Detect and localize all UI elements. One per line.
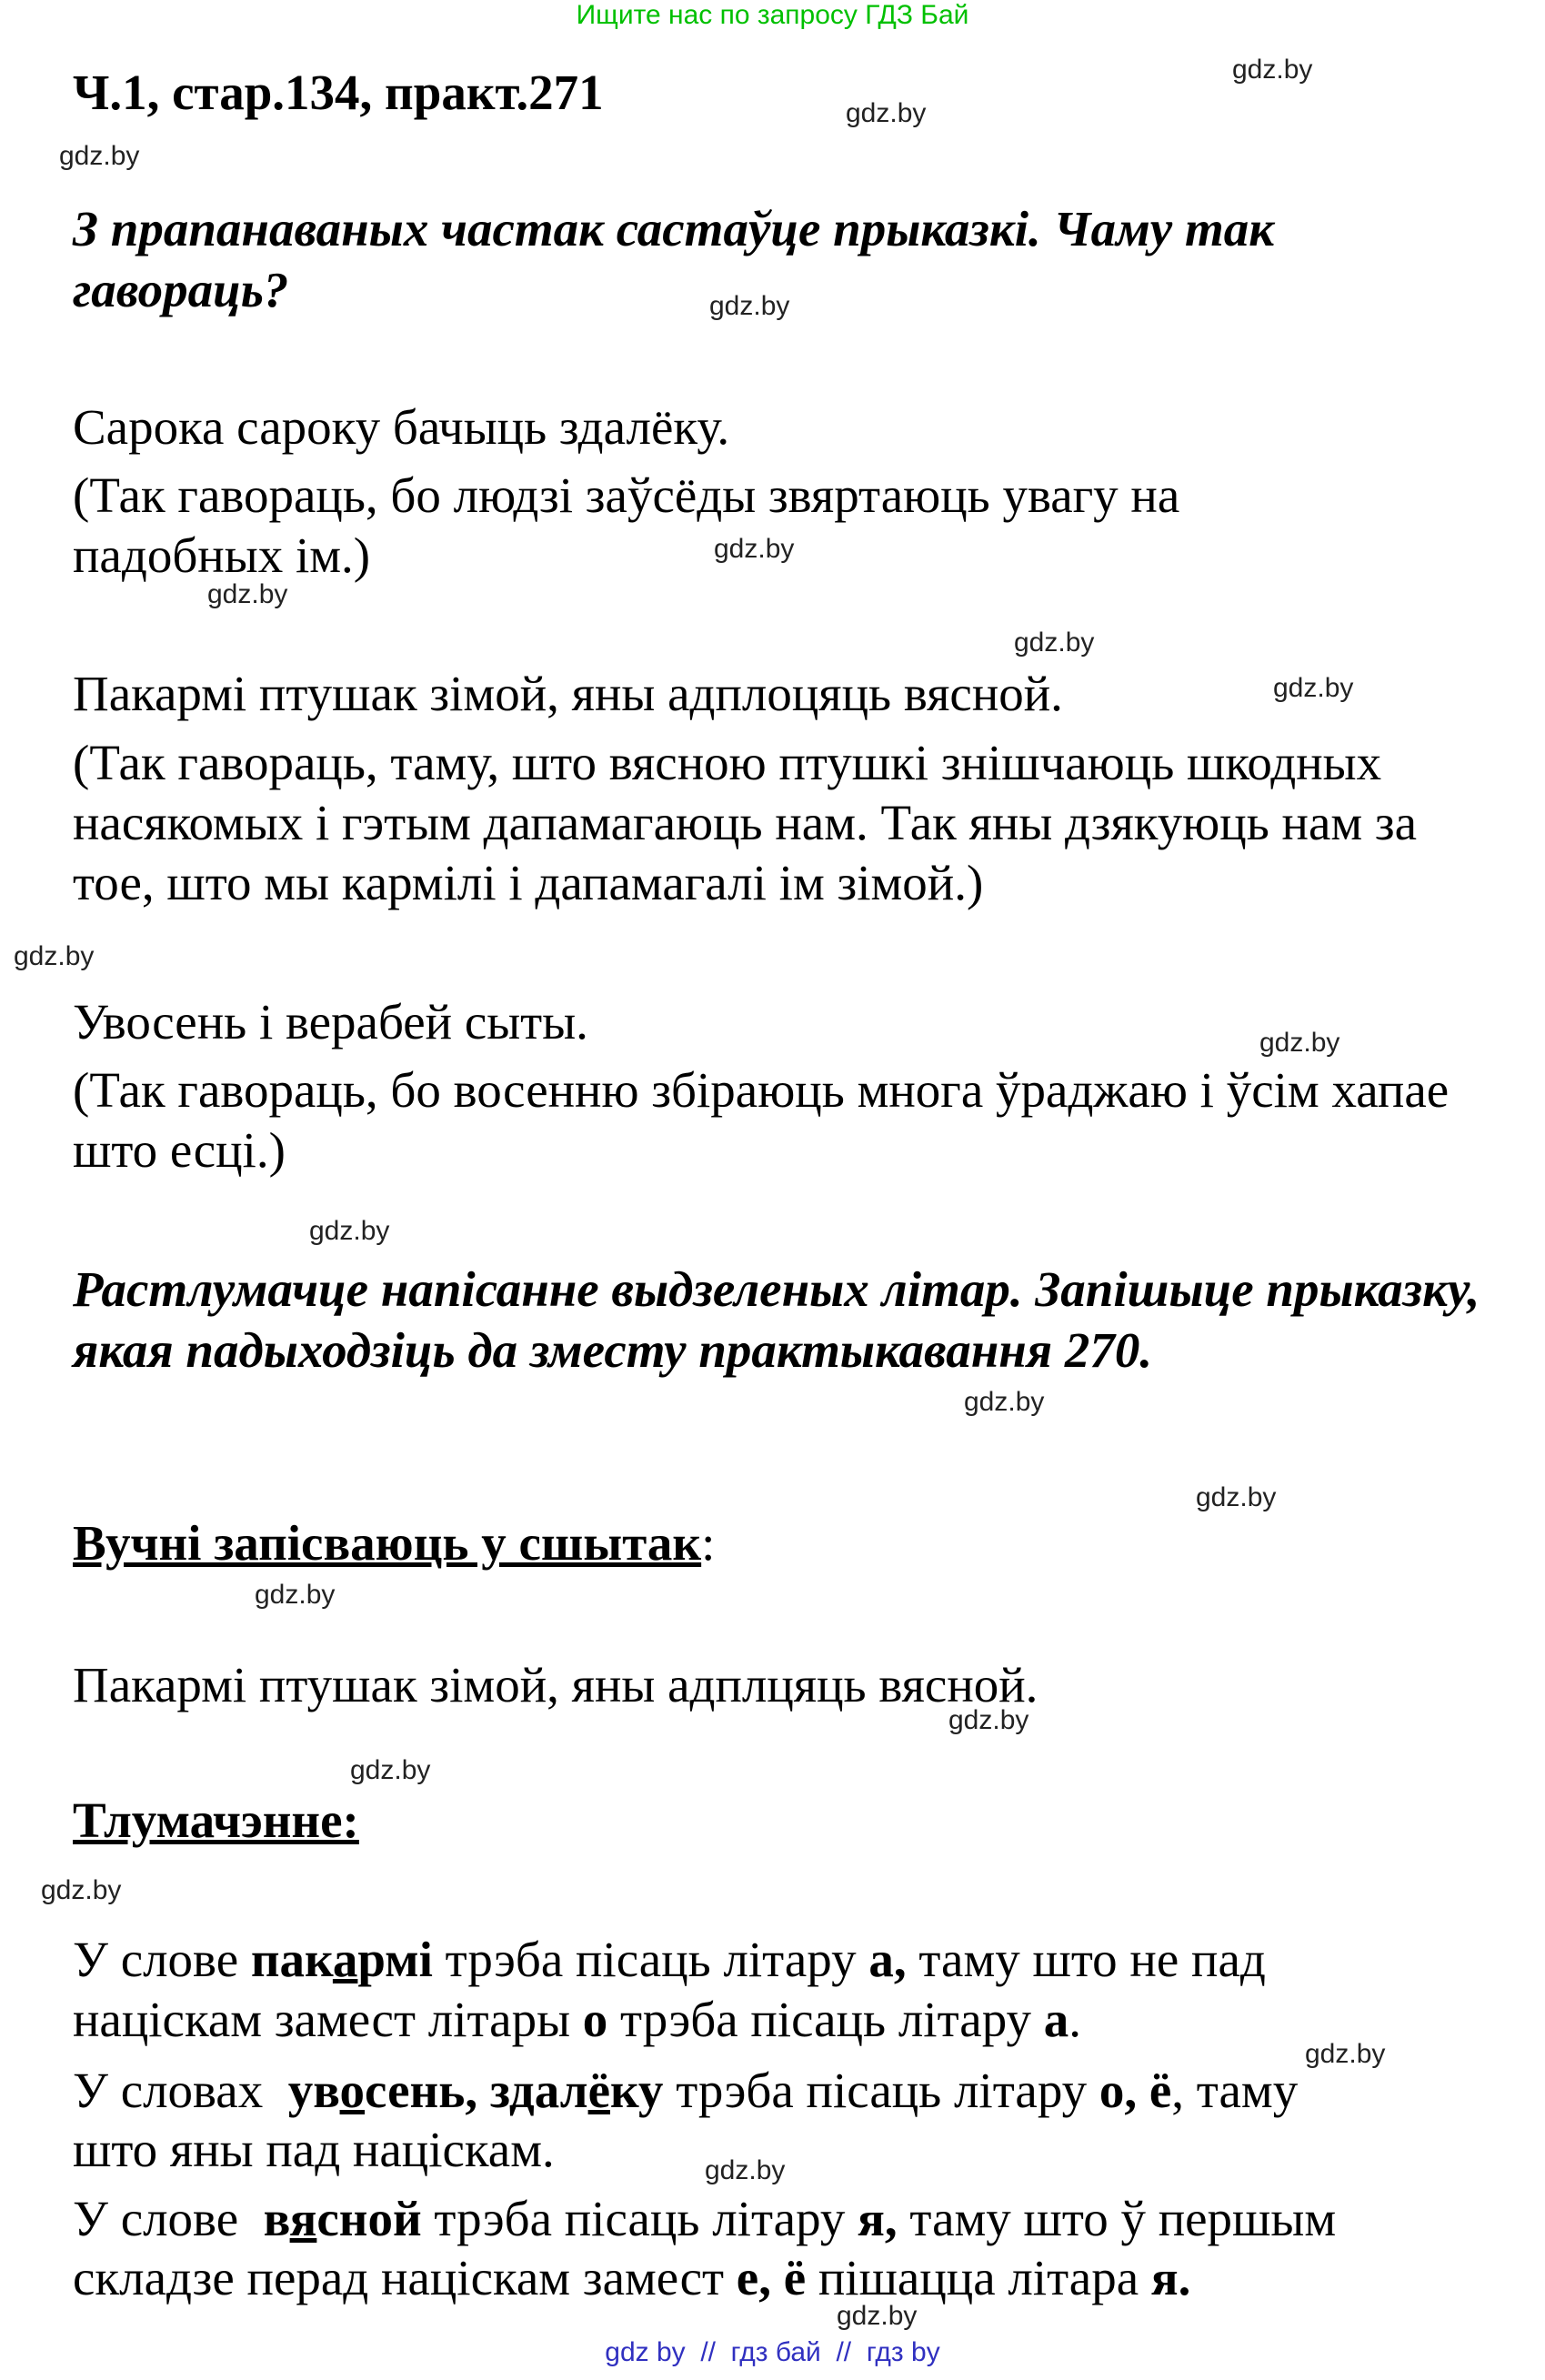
watermark: gdz.by bbox=[350, 1755, 431, 1785]
watermark: gdz.by bbox=[1273, 673, 1354, 703]
students-write-heading bbox=[73, 1514, 715, 1572]
text-segment: складзе перад націскам замест bbox=[73, 2250, 737, 2305]
proverb-3-explanation: (Так гавораць, бо восенню збіраюць многа ўраджаю і ўсім хапае што есці.) bbox=[73, 1062, 1450, 1178]
explanation-line-6 bbox=[73, 2248, 1190, 2308]
watermark: gdz.by bbox=[709, 291, 790, 321]
explanation-line-5 bbox=[73, 2189, 1336, 2249]
letter-ya: я. bbox=[1150, 2250, 1191, 2305]
letter-ya: я, bbox=[858, 2191, 898, 2246]
watermark: gdz.by bbox=[1232, 55, 1313, 85]
word-vyasnoy: вясной bbox=[263, 2191, 422, 2246]
watermark: gdz.by bbox=[59, 141, 140, 171]
text-segment: таму што ў першым bbox=[897, 2191, 1337, 2246]
text-segment: У слове bbox=[73, 2191, 264, 2246]
watermark: gdz.by bbox=[1259, 1028, 1340, 1058]
watermark: gdz.by bbox=[948, 1705, 1029, 1735]
letter-a: а, bbox=[868, 1932, 907, 1987]
watermark: gdz.by bbox=[1196, 1482, 1277, 1512]
watermark: gdz.by bbox=[41, 1875, 122, 1905]
written-proverb: Пакармі птушак зімой, яны адплцяць вясной. bbox=[73, 1657, 1038, 1712]
watermark: gdz.by bbox=[255, 1580, 336, 1610]
text-segment: пішацца літара bbox=[806, 2250, 1151, 2305]
watermark: gdz.by bbox=[207, 579, 288, 609]
text-segment: таму што не пад bbox=[906, 1932, 1266, 1987]
letter-o: о bbox=[582, 1992, 608, 2047]
students-write-colon: : bbox=[701, 1515, 716, 1571]
text-segment: трэба пісаць літару bbox=[432, 1932, 869, 1987]
word-pakarmi: пакармі bbox=[250, 1932, 433, 1987]
watermark: gdz.by bbox=[309, 1216, 390, 1246]
students-write-label: Вучні запісваюць у сшытак bbox=[73, 1515, 702, 1571]
proverb-1-explanation: (Так гавораць, бо людзі заўсёды звяртаюць увагу на падобных ім.) bbox=[73, 467, 1180, 583]
text-segment: трэба пісаць літару bbox=[421, 2191, 858, 2246]
letter-a: а bbox=[1043, 1992, 1069, 2047]
text-segment: , таму bbox=[1171, 2063, 1299, 2118]
text-segment: У слове bbox=[73, 1932, 251, 1987]
proverb-3: Увосень і верабей сыты. bbox=[73, 994, 588, 1049]
watermark: gdz.by bbox=[14, 941, 95, 971]
watermark: gdz.by bbox=[1305, 2039, 1386, 2069]
proverb-2-explanation: (Так гавораць, таму, што вясною птушкі знішчаюць шкодных насякомых і гэтым дапамагаюць нам. Так яны дзякуюць нам за тое, што мы кармілі і дапамагалі ім зімой.) bbox=[73, 735, 1418, 910]
explanation-line-3 bbox=[73, 2061, 1298, 2121]
footer-links[interactable]: gdz by // гдз бай // гдз by bbox=[605, 2337, 940, 2367]
explanation-line-4: што яны пад націскам. bbox=[73, 2122, 555, 2177]
text-segment: націскам замест літары bbox=[73, 1992, 583, 2047]
text-segment: трэба пісаць літару bbox=[663, 2063, 1099, 2118]
explanation-line-1 bbox=[73, 1930, 1266, 1990]
watermark: gdz.by bbox=[837, 2301, 918, 2331]
task-2-text: Растлумачце напісанне выдзеленых літар. Запішыце прыказку, якая падыходзіць да зместу практыкавання 270. bbox=[73, 1261, 1480, 1378]
letters-o-yo: о, ё bbox=[1099, 2063, 1172, 2118]
watermark: gdz.by bbox=[714, 534, 795, 564]
letters-e-yo: е, ё bbox=[736, 2250, 807, 2305]
proverb-1: Сарока сароку бачыць здалёку. bbox=[73, 399, 730, 455]
watermark: gdz.by bbox=[964, 1387, 1045, 1417]
task-1-text: З прапанаваных частак састаўце прыказкі. Чаму так гавораць? bbox=[73, 201, 1275, 317]
explanation-label: Тлумачэнне: bbox=[73, 1793, 359, 1848]
watermark: gdz.by bbox=[846, 98, 927, 128]
explanation-line-2 bbox=[73, 1990, 1081, 2050]
watermark: gdz.by bbox=[705, 2155, 786, 2185]
text-segment: У словах bbox=[73, 2063, 288, 2118]
header-search-link[interactable]: Ищите нас по запросу ГДЗ Бай bbox=[576, 0, 969, 30]
page-title: Ч.1, стар.134, практ.271 bbox=[73, 65, 604, 120]
proverb-2: Пакармі птушак зімой, яны адплоцяць вясной. bbox=[73, 666, 1063, 721]
text-segment: трэба пісаць літару bbox=[607, 1992, 1044, 2047]
words-uvosen-zdaleku: увосень, здалёку bbox=[287, 2063, 664, 2118]
text-segment: . bbox=[1068, 1992, 1081, 2047]
watermark: gdz.by bbox=[1014, 628, 1095, 658]
